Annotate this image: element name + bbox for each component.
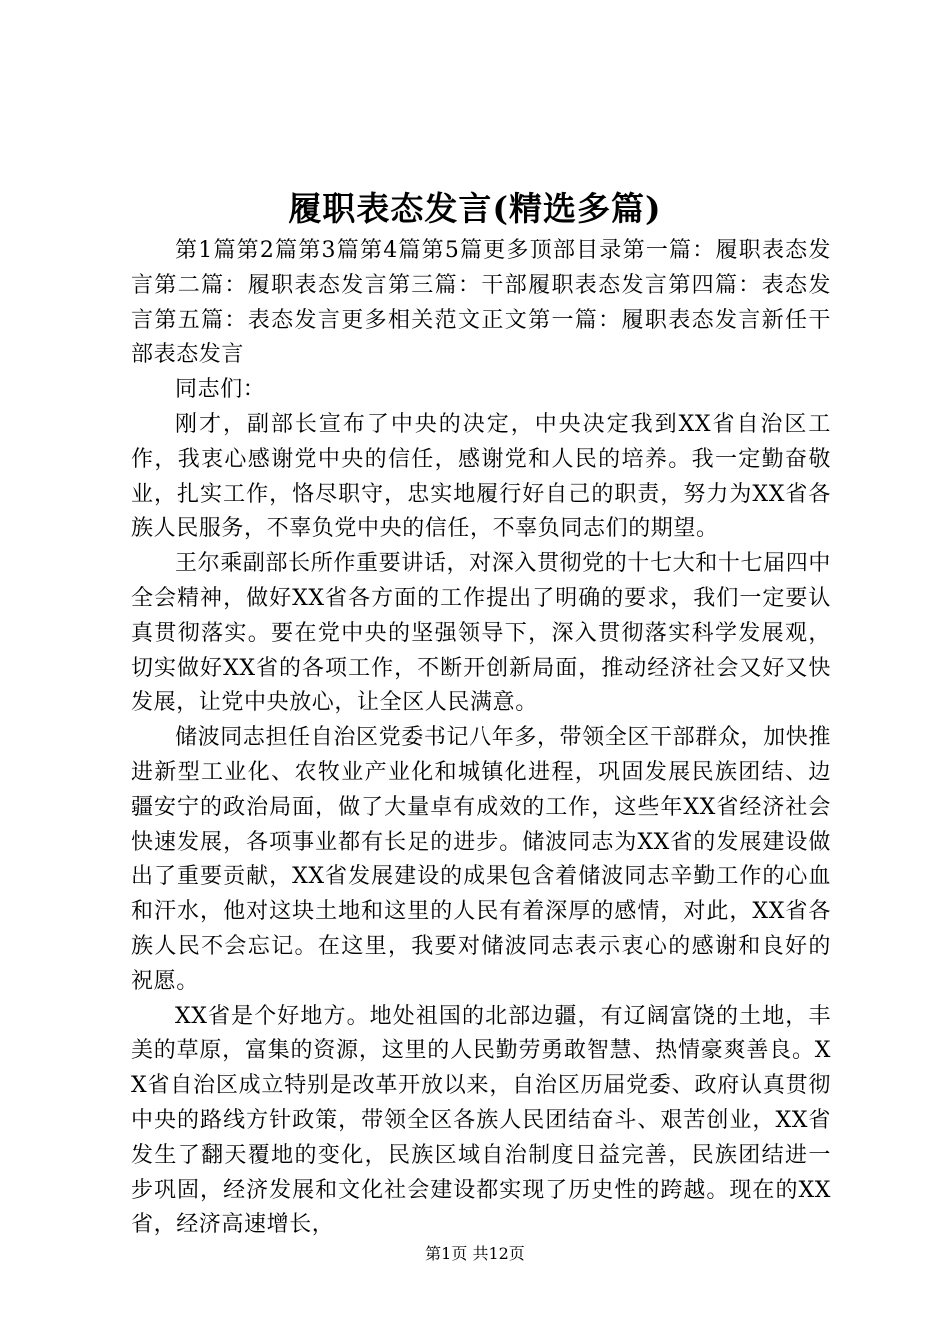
paragraph-salutation: 同志们： — [175, 377, 266, 403]
page-number-footer: 第1页 共12页 — [425, 1244, 525, 1263]
paragraph-body: 储波同志担任自治区党委书记八年多，带领全区干部群众，加快推进新型工业化、农牧业产业化和城镇化进程，巩固发展民族团结、边疆安宁的政治局面，做了大量卓有成效的工作，这些年XX省经济社会快速发展，各项事业都有长足的进步。储波同志为XX省的发展建设做出了重要贡献，XX省发展建设的成果包含着储波同志辛勤工作的心血和汗水，他对这块土地和这里的人民有着深厚的感情，对此，XX省各族人民不会忘记。在这里，我要对储波同志表示衷心的感谢和良好的祝愿。 — [131, 725, 831, 994]
paragraph-body: 王尔乘副部长所作重要讲话，对深入贯彻党的十七大和十七届四中全会精神，做好XX省各方面的工作提出了明确的要求，我们一定要认真贯彻落实。要在党中央的坚强领导下，深入贯彻落实科学发展观，切实做好XX省的各项工作，不断开创新局面，推动经济社会又好又快发展，让党中央放心，让全区人民满意。 — [131, 551, 831, 716]
document-title: 履职表态发言(精选多篇) — [288, 189, 662, 228]
paragraph-body: XX省是个好地方。地处祖国的北部边疆，有辽阔富饶的土地，丰美的草原，富集的资源，这里的人民勤劳勇敢智慧、热情豪爽善良。XX省自治区成立特别是改革开放以来，自治区历届党委、政府认真贯彻中央的路线方针政策，带领全区各族人民团结奋斗、艰苦创业，XX省发生了翻天覆地的变化，民族区域自治制度日益完善，民族团结进一步巩固，经济发展和文化社会建设都实现了历史性的跨越。现在的XX省，经济高速增长， — [131, 1003, 831, 1238]
paragraph-body: 刚才，副部长宣布了中央的决定，中央决定我到XX省自治区工作，我衷心感谢党中央的信任，感谢党和人民的培养。我一定勤奋敬业，扎实工作，恪尽职守，忠实地履行好自己的职责，努力为XX省各族人民服务，不辜负党中央的信任，不辜负同志们的期望。 — [131, 411, 831, 542]
paragraph-table-of-contents: 第1篇第2篇第3篇第4篇第5篇更多顶部目录第一篇：履职表态发言第二篇：履职表态发言第三篇：干部履职表态发言第四篇：表态发言第五篇：表态发言更多相关范文正文第一篇：履职表态发言新任干部表态发言 — [131, 238, 831, 368]
document-body — [131, 234, 831, 1243]
